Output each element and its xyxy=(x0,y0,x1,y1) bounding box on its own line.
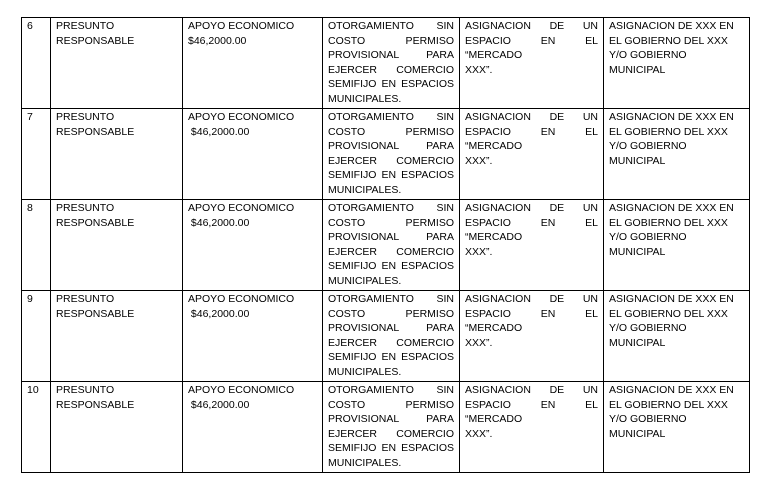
permit-text-end: MUNICIPALES. xyxy=(328,92,402,105)
permit-cell xyxy=(323,109,460,200)
row-number: 10 xyxy=(22,382,51,473)
support-amount: $46,2000.00 xyxy=(188,216,250,229)
support-label: APOYO ECONOMICO xyxy=(188,202,295,214)
permit-text: OTORGAMIENTO SIN COSTO PERMISO PROVISIONAL PARA EJERCER COMERCIO SEMIFIJO EN ESPACIOS xyxy=(328,293,454,363)
permit-cell xyxy=(323,382,460,473)
responsible-cell: PRESUNTO RESPONSABLE xyxy=(51,382,183,473)
row-number: 9 xyxy=(22,291,51,382)
support-amount: $46,2000.00 xyxy=(188,307,250,320)
government-assignment-cell: ASIGNACION DE XXX EN EL GOBIERNO DEL XXX Y/O GOBIERNO MUNICIPAL xyxy=(604,200,750,291)
support-label: APOYO ECONOMICO xyxy=(188,111,295,123)
permit-cell xyxy=(323,291,460,382)
market-assignment-text: ASIGNACION DE UN ESPACIO EN EL “MERCADO xyxy=(465,202,598,243)
support-label: APOYO ECONOMICO xyxy=(188,384,295,396)
government-assignment-cell: ASIGNACION DE XXX EN EL GOBIERNO DEL XXX Y/O GOBIERNO MUNICIPAL xyxy=(604,109,750,200)
market-assignment-cell xyxy=(460,109,604,200)
market-assignment-end: XXX”. xyxy=(465,427,493,440)
market-assignment-cell xyxy=(460,382,604,473)
economic-support-cell xyxy=(183,109,323,200)
permit-cell xyxy=(323,200,460,291)
beneficiaries-table xyxy=(21,17,750,473)
permit-text-end: MUNICIPALES. xyxy=(328,274,402,287)
support-amount: $46,2000.00 xyxy=(188,125,250,138)
market-assignment-end: XXX”. xyxy=(465,63,493,76)
market-assignment-end: XXX”. xyxy=(465,245,493,258)
table-row xyxy=(22,200,750,291)
row-number: 7 xyxy=(22,109,51,200)
permit-text-end: MUNICIPALES. xyxy=(328,183,402,196)
responsible-cell: PRESUNTO RESPONSABLE xyxy=(51,18,183,109)
market-assignment-text: ASIGNACION DE UN ESPACIO EN EL “MERCADO xyxy=(465,384,598,425)
support-label: APOYO ECONOMICO xyxy=(188,293,295,305)
market-assignment-end: XXX”. xyxy=(465,154,493,167)
responsible-cell: PRESUNTO RESPONSABLE xyxy=(51,109,183,200)
economic-support-cell xyxy=(183,291,323,382)
market-assignment-text: ASIGNACION DE UN ESPACIO EN EL “MERCADO xyxy=(465,111,598,152)
table-row xyxy=(22,291,750,382)
permit-text: OTORGAMIENTO SIN COSTO PERMISO PROVISIONAL PARA EJERCER COMERCIO SEMIFIJO EN ESPACIOS xyxy=(328,384,454,454)
row-number: 8 xyxy=(22,200,51,291)
permit-cell xyxy=(323,18,460,109)
support-label: APOYO ECONOMICO xyxy=(188,20,295,32)
support-amount: $46,2000.00 xyxy=(188,398,250,411)
market-assignment-text: ASIGNACION DE UN ESPACIO EN EL “MERCADO xyxy=(465,20,598,61)
market-assignment-cell xyxy=(460,18,604,109)
government-assignment-cell: ASIGNACION DE XXX EN EL GOBIERNO DEL XXX Y/O GOBIERNO MUNICIPAL xyxy=(604,18,750,109)
economic-support-cell xyxy=(183,18,323,109)
market-assignment-end: XXX”. xyxy=(465,336,493,349)
permit-text-end: MUNICIPALES. xyxy=(328,456,402,469)
permit-text: OTORGAMIENTO SIN COSTO PERMISO PROVISIONAL PARA EJERCER COMERCIO SEMIFIJO EN ESPACIOS xyxy=(328,20,454,90)
table-row xyxy=(22,18,750,109)
government-assignment-cell: ASIGNACION DE XXX EN EL GOBIERNO DEL XXX Y/O GOBIERNO MUNICIPAL xyxy=(604,382,750,473)
permit-text: OTORGAMIENTO SIN COSTO PERMISO PROVISIONAL PARA EJERCER COMERCIO SEMIFIJO EN ESPACIOS xyxy=(328,111,454,181)
permit-text: OTORGAMIENTO SIN COSTO PERMISO PROVISIONAL PARA EJERCER COMERCIO SEMIFIJO EN ESPACIOS xyxy=(328,202,454,272)
support-amount: $46,2000.00 xyxy=(188,34,247,47)
responsible-cell: PRESUNTO RESPONSABLE xyxy=(51,200,183,291)
government-assignment-cell: ASIGNACION DE XXX EN EL GOBIERNO DEL XXX Y/O GOBIERNO MUNICIPAL xyxy=(604,291,750,382)
row-number: 6 xyxy=(22,18,51,109)
economic-support-cell xyxy=(183,200,323,291)
table-row xyxy=(22,382,750,473)
permit-text-end: MUNICIPALES. xyxy=(328,365,402,378)
market-assignment-cell xyxy=(460,291,604,382)
market-assignment-text: ASIGNACION DE UN ESPACIO EN EL “MERCADO xyxy=(465,293,598,334)
table-row xyxy=(22,109,750,200)
economic-support-cell xyxy=(183,382,323,473)
responsible-cell: PRESUNTO RESPONSABLE xyxy=(51,291,183,382)
market-assignment-cell xyxy=(460,200,604,291)
